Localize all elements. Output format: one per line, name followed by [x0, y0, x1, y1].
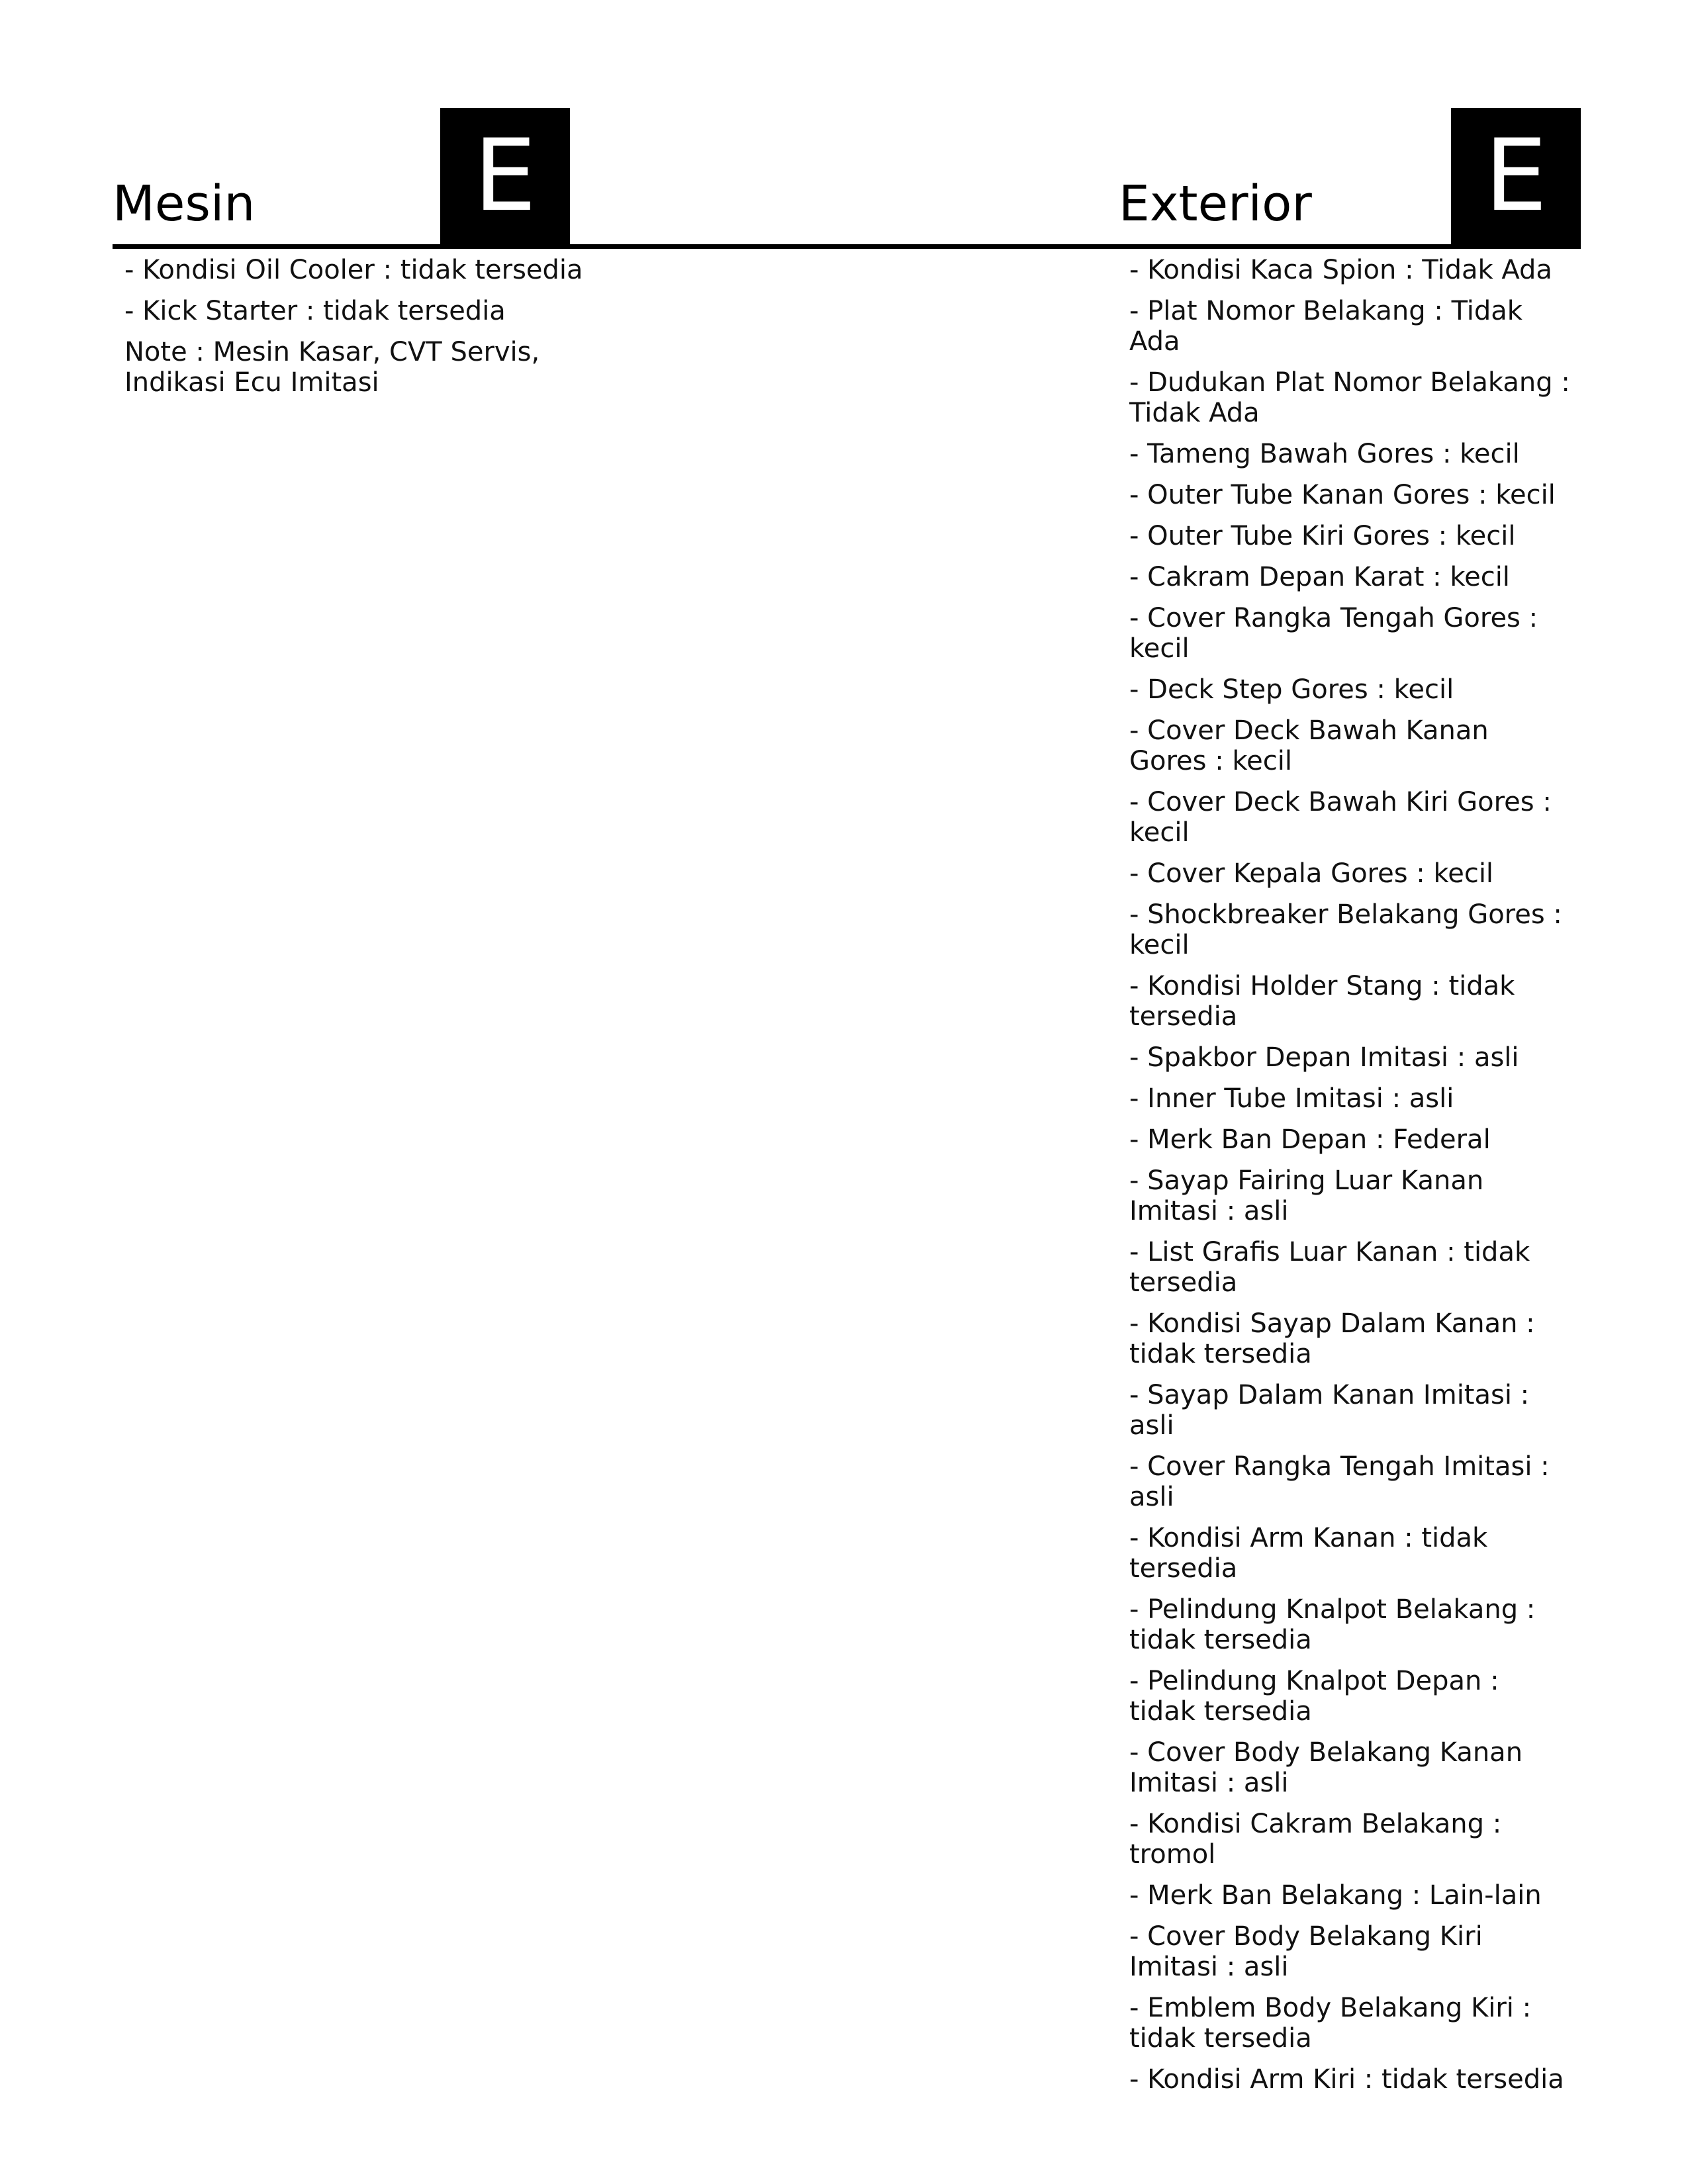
exterior-list-item: - Sayap Fairing Luar Kanan Imitasi : asli — [1129, 1165, 1484, 1226]
exterior-list-item: - Shockbreaker Belakang Gores : kecil — [1129, 899, 1562, 960]
exterior-list-item: - Spakbor Depan Imitasi : asli — [1129, 1042, 1519, 1073]
exterior-list-item: - Tameng Bawah Gores : kecil — [1129, 439, 1520, 469]
exterior-list-item: - Cover Rangka Tengah Imitasi : asli — [1129, 1451, 1550, 1512]
exterior-list-item: - Kondisi Arm Kiri : tidak tersedia — [1129, 2064, 1564, 2095]
exterior-list-item: - Cover Body Belakang Kanan Imitasi : asli — [1129, 1737, 1523, 1798]
exterior-list-item: - Merk Ban Belakang : Lain-lain — [1129, 1880, 1542, 1911]
exterior-list-item: - Cover Deck Bawah Kanan Gores : kecil — [1129, 715, 1489, 776]
exterior-list-item: - Emblem Body Belakang Kiri : tidak tersedia — [1129, 1993, 1532, 2054]
exterior-list-item: - Kondisi Holder Stang : tidak tersedia — [1129, 971, 1515, 1032]
exterior-list-item: - Cover Kepala Gores : kecil — [1129, 858, 1494, 889]
exterior-list-item: - Plat Nomor Belakang : Tidak Ada — [1129, 296, 1523, 357]
exterior-grade-badge: E — [1451, 108, 1581, 244]
mesin-list-item: - Kondisi Oil Cooler : tidak tersedia — [124, 255, 583, 285]
exterior-list-item: - Merk Ban Depan : Federal — [1129, 1124, 1491, 1155]
exterior-list-item: - Pelindung Knalpot Depan : tidak tersedia — [1129, 1666, 1499, 1727]
exterior-list-item: - Kondisi Sayap Dalam Kanan : tidak tersedia — [1129, 1308, 1535, 1369]
exterior-item-list — [1129, 255, 1573, 2105]
exterior-list-item: - Inner Tube Imitasi : asli — [1129, 1083, 1454, 1114]
mesin-item-list — [124, 255, 588, 408]
exterior-list-item: - Cover Deck Bawah Kiri Gores : kecil — [1129, 787, 1552, 848]
exterior-list-item: - List Grafis Luar Kanan : tidak tersedia — [1129, 1237, 1530, 1298]
exterior-list-item: - Kondisi Kaca Spion : Tidak Ada — [1129, 255, 1552, 285]
exterior-list-item: - Cover Rangka Tengah Gores : kecil — [1129, 603, 1538, 664]
exterior-list-item: - Outer Tube Kiri Gores : kecil — [1129, 521, 1516, 551]
header-rule — [113, 244, 1581, 249]
exterior-list-item: - Deck Step Gores : kecil — [1129, 674, 1454, 705]
exterior-list-item: - Outer Tube Kanan Gores : kecil — [1129, 480, 1556, 510]
exterior-list-item: - Kondisi Cakram Belakang : tromol — [1129, 1809, 1502, 1870]
exterior-list-item: - Cover Body Belakang Kiri Imitasi : asli — [1129, 1921, 1483, 1982]
mesin-section-title: Mesin — [113, 175, 256, 232]
exterior-list-item: - Kondisi Arm Kanan : tidak tersedia — [1129, 1523, 1488, 1584]
mesin-list-item: Note : Mesin Kasar, CVT Servis, Indikasi Ecu Imitasi — [124, 337, 540, 398]
exterior-list-item: - Pelindung Knalpot Belakang : tidak tersedia — [1129, 1594, 1536, 1655]
mesin-grade-badge: E — [440, 108, 570, 244]
exterior-list-item: - Cakram Depan Karat : kecil — [1129, 562, 1510, 592]
exterior-list-item: - Sayap Dalam Kanan Imitasi : asli — [1129, 1380, 1530, 1441]
exterior-list-item: - Dudukan Plat Nomor Belakang : Tidak Ada — [1129, 367, 1570, 428]
exterior-section-title: Exterior — [1119, 175, 1312, 232]
mesin-list-item: - Kick Starter : tidak tersedia — [124, 296, 506, 326]
